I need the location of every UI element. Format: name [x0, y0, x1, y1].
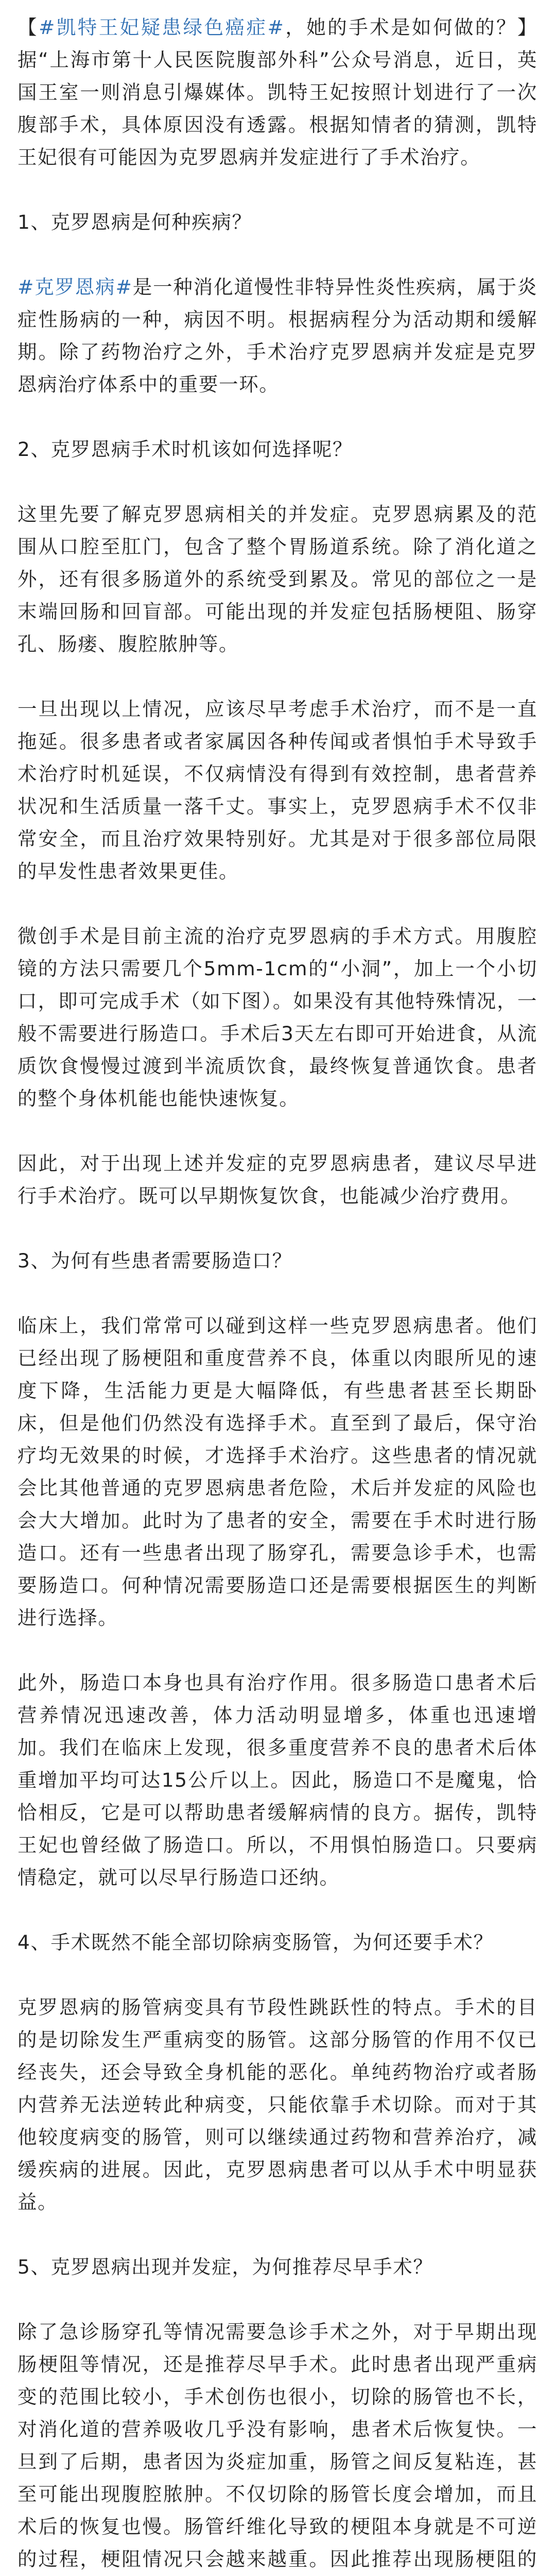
intro-text: ，她的手术是如何做的？】据“上海市第十人民医院腹部外科”公众号消息，近日，英国王室一则消息引爆媒体。凯特王妃按照计划进行了一次腹部手术，具体原因没有透露。根据知情者的猜测，凯特王妃很有可能因为克罗恩病并发症进行了手术治疗。 [18, 16, 538, 168]
section-2-paragraph-conclusion: 因此，对于出现上述并发症的克罗恩病患者，建议尽早进行手术治疗。既可以早期恢复饮食，也能减少治疗费用。 [18, 1152, 537, 1207]
section-2-heading: 2、克罗恩病手术时机该如何选择呢？ [18, 438, 353, 461]
section-3-paragraph-stoma-benefit: 此外，肠造口本身也具有治疗作用。很多肠造口患者术后营养情况迅速改善，体力活动明显增多，体重也迅速增加。我们在临床上发现，很多重度营养不良的患者术后体重增加平均可达15公斤以上。因此，肠造口不是魔鬼，恰恰相反，它是可以帮助患者缓解病情的良方。据传，凯特王妃也曾经做了肠造口。所以，不用惧怕肠造口。只要病情稳定，就可以尽早行肠造口还纳。 [18, 1671, 537, 1889]
section-2-paragraph-timing: 一旦出现以上情况，应该尽早考虑手术治疗，而不是一直拖延。很多患者或者家属因各种传闻或者惧怕手术导致手术治疗时机延误，不仅病情没有得到有效控制，患者营养状况和生活质量一落千丈。事实上，克罗恩病手术不仅非常安全，而且治疗效果特别好。尤其是对于很多部位局限的早发性患者效果更佳。 [18, 698, 537, 883]
section-4-paragraph: 克罗恩病的肠管病变具有节段性跳跃性的特点。手术的目的是切除发生严重病变的肠管。这部分肠管的作用不仅已经丧失，还会导致全身机能的恶化。单纯药物治疗或者肠内营养无法逆转此种病变，只能依靠手术切除。而对于其他较度病变的肠管，则可以继续通过药物和营养治疗，减缓疾病的进展。因此，克罗恩病患者可以从手术中明显获益。 [18, 1996, 537, 2213]
section-1-heading: 1、克罗恩病是何种疾病？ [18, 211, 252, 233]
section-1-text: 是一种消化道慢性非特异性炎性疾病，属于炎症性肠病的一种，病因不明。根据病程分为活动期和缓解期。除了药物治疗之外，手术治疗克罗恩病并发症是克罗恩病治疗体系中的重要一环。 [18, 276, 537, 396]
section-2-paragraph-minimally-invasive: 微创手术是目前主流的治疗克罗恩病的手术方式。用腹腔镜的方法只需要几个5mm-1cm的“小洞”，加上一个小切口，即可完成手术（如下图）。如果没有其他特殊情况，一般不需要进行肠造口。手术后3天左右即可开始进食，从流质饮食慢慢过渡到半流质饮食，最终恢复普通饮食。患者的整个身体机能也能快速恢复。 [18, 925, 537, 1110]
intro-paragraph [18, 11, 537, 174]
section-2-paragraph-complications: 这里先要了解克罗恩病相关的并发症。克罗恩病累及的范围从口腔至肛门，包含了整个胃肠道系统。除了消化道之外，还有很多肠道外的系统受到累及。常见的部位之一是末端回肠和回盲部。可能出现的并发症包括肠梗阻、肠穿孔、肠瘘、腹腔脓肿等。 [18, 503, 537, 655]
hashtag-kate-green-cancer[interactable]: #凯特王妃疑患绿色癌症# [38, 16, 285, 39]
hashtag-crohns-disease[interactable]: #克罗恩病# [18, 276, 133, 298]
section-3-heading: 3、为何有些患者需要肠造口？ [18, 1249, 292, 1272]
section-3-paragraph-clinical: 临床上，我们常常可以碰到这样一些克罗恩病患者。他们已经出现了肠梗阻和重度营养不良，体重以肉眼所见的速度下降，生活能力更是大幅降低，有些患者甚至长期卧床，但是他们仍然没有选择手术。直至到了最后，保守治疗均无效果的时候，才选择手术治疗。这些患者的情况就会比其他普通的克罗恩病患者危险，术后并发症的风险也会大大增加。此时为了患者的安全，需要在手术时进行肠造口。还有一些患者出现了肠穿孔，需要急诊手术，也需要肠造口。何种情况需要肠造口还是需要根据医生的判断进行选择。 [18, 1314, 537, 1629]
section-4-heading: 4、手术既然不能全部切除病变肠管，为何还要手术？ [18, 1931, 494, 1954]
section-5-paragraph: 除了急诊肠穿孔等情况需要急诊手术之外，对于早期出现肠梗阻等情况，还是推荐尽早手术。此时患者出现严重病变的范围比较小，手术创伤也很小，切除的肠管也不长，对消化道的营养吸收几乎没有影响，患者术后恢复快。一旦到了后期，患者因为炎症加重，肠管之间反复粘连，甚至可能出现腹腔脓肿。不仅切除的肠管长度会增加，而且术后的恢复也慢。肠管纤维化导致的梗阻本身就是不可逆的过程，梗阻情况只会越来越重。因此推荐出现肠梗阻的 [18, 2320, 537, 2570]
section-5-heading: 5、克罗恩病出现并发症，为何推荐尽早手术？ [18, 2256, 433, 2278]
open-bracket: 【 [18, 16, 39, 39]
section-1-paragraph [18, 271, 537, 401]
